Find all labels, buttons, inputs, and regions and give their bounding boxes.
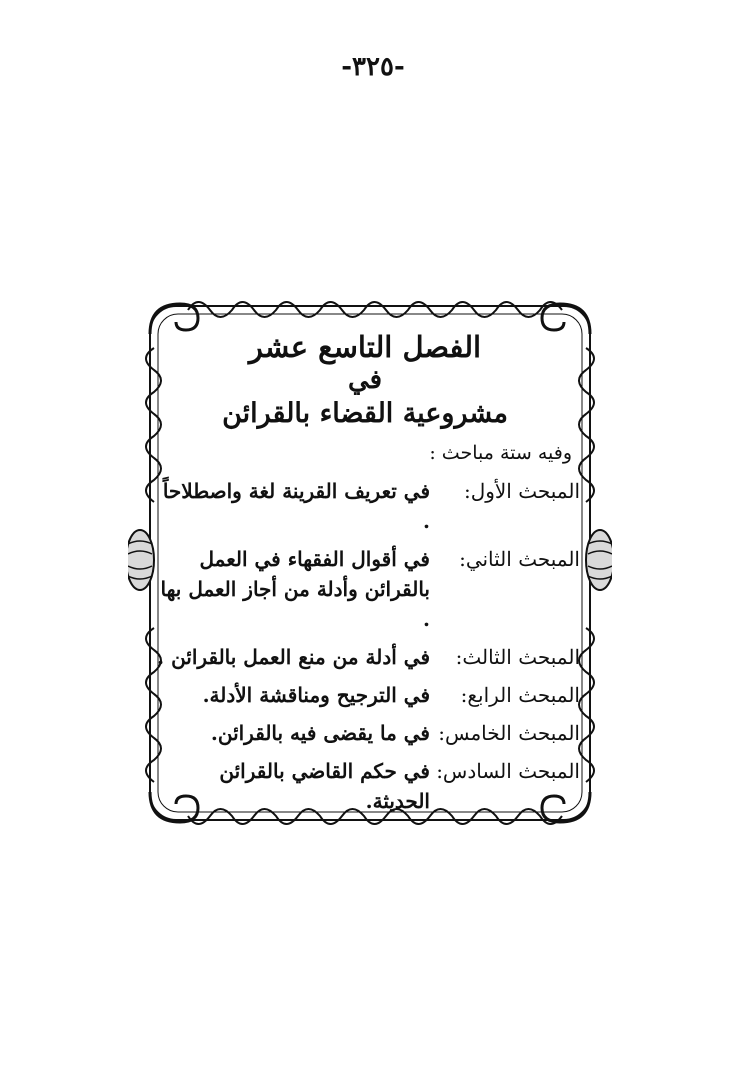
section-label: المبحث السادس: bbox=[436, 759, 580, 783]
section-text: في الترجيح ومناقشة الأدلة. bbox=[202, 683, 430, 707]
section-label: المبحث الثاني: bbox=[459, 547, 580, 571]
chapter-heading bbox=[150, 330, 580, 432]
chapter-content bbox=[150, 330, 580, 816]
section-text: في أقوال الفقهاء في العمل بالقرائن وأدلة من أجاز العمل بها . bbox=[160, 547, 430, 631]
section-text: في حكم القاضي بالقرائن الحديثة. bbox=[219, 759, 430, 813]
section-row bbox=[150, 476, 580, 536]
right-rosette-ornament-icon bbox=[586, 530, 612, 590]
chapter-preposition: في bbox=[347, 365, 383, 395]
chapter-title: الفصل التاسع عشر bbox=[248, 330, 482, 364]
section-row bbox=[150, 544, 580, 634]
page-number: -٣٢٥- bbox=[341, 52, 405, 82]
section-label: المبحث الخامس: bbox=[438, 721, 580, 745]
section-row bbox=[150, 680, 580, 710]
section-row bbox=[150, 756, 580, 816]
section-row bbox=[150, 718, 580, 748]
section-text: في تعريف القرينة لغة واصطلاحاً . bbox=[162, 479, 430, 533]
chapter-intro: وفيه ستة مباحث : bbox=[429, 442, 572, 464]
section-label: المبحث الأول: bbox=[463, 479, 580, 503]
section-text: في أدلة من منع العمل بالقرائن . bbox=[157, 645, 430, 669]
chapter-subject: مشروعية القضاء بالقرائن bbox=[222, 398, 508, 429]
section-text: في ما يقضى فيه بالقرائن. bbox=[210, 721, 430, 745]
section-row bbox=[150, 642, 580, 672]
section-label: المبحث الرابع: bbox=[460, 683, 580, 707]
section-label: المبحث الثالث: bbox=[455, 645, 580, 669]
